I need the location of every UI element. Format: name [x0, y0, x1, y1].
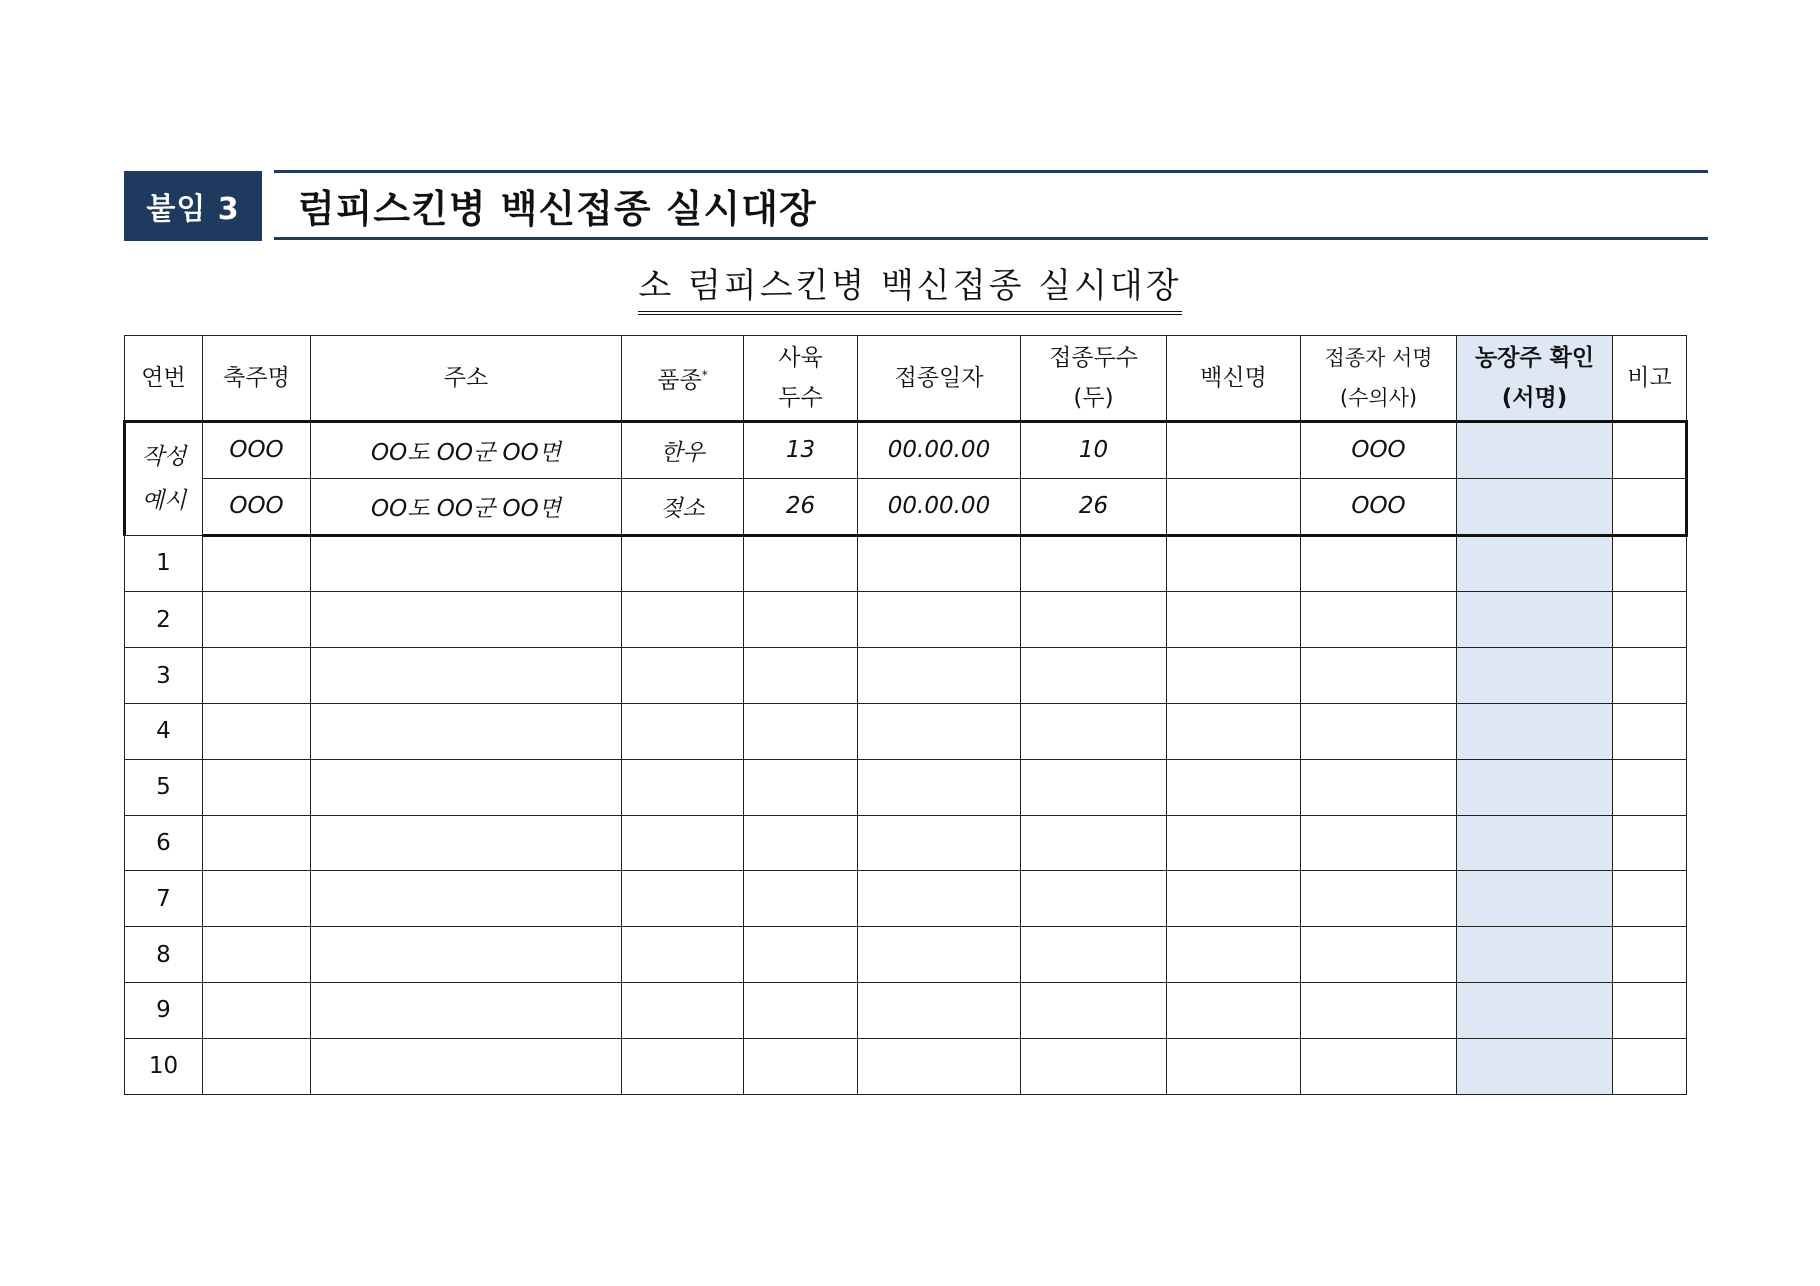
confirm-cell[interactable] — [1457, 592, 1613, 648]
raising-label-2: 두수 — [778, 385, 823, 411]
col-header-breed — [622, 336, 744, 422]
owner-cell[interactable] — [203, 815, 311, 871]
col-header-vaccinator — [1301, 336, 1457, 422]
remarks-cell[interactable] — [1613, 927, 1687, 983]
vaccine-cell[interactable] — [1167, 759, 1301, 815]
example-vaccine — [1167, 422, 1301, 479]
table-row — [125, 648, 1687, 704]
example-vaccinator: OOO — [1301, 422, 1457, 479]
raising-cell[interactable] — [744, 592, 858, 648]
vaccinator-cell[interactable] — [1301, 871, 1457, 927]
breed-cell[interactable] — [622, 759, 744, 815]
breed-cell[interactable] — [622, 648, 744, 704]
vaccinator-cell[interactable] — [1301, 982, 1457, 1038]
vaccine-cell[interactable] — [1167, 592, 1301, 648]
page-title: 럼피스킨병 백신접종 실시대장 — [298, 186, 817, 231]
row-number: 1 — [125, 535, 203, 592]
vacc-count-cell[interactable] — [1021, 1038, 1167, 1094]
vacc-count-label-1: 접종두수 — [1049, 345, 1138, 371]
example-owner: OOO — [203, 478, 311, 535]
row-number: 2 — [125, 592, 203, 648]
date-cell[interactable] — [858, 535, 1021, 592]
document-title — [0, 258, 1820, 315]
vaccination-register-table — [123, 335, 1688, 1095]
table-row — [125, 815, 1687, 871]
remarks-cell[interactable] — [1613, 703, 1687, 759]
owner-cell[interactable] — [203, 535, 311, 592]
header-row — [125, 336, 1687, 422]
vacc-count-cell[interactable] — [1021, 927, 1167, 983]
col-header-remarks: 비고 — [1613, 336, 1687, 422]
example-owner: OOO — [203, 422, 311, 479]
remarks-cell[interactable] — [1613, 648, 1687, 704]
vacc-count-cell[interactable] — [1021, 592, 1167, 648]
raising-cell[interactable] — [744, 759, 858, 815]
example-remarks — [1613, 422, 1687, 479]
date-cell[interactable] — [858, 1038, 1021, 1094]
col-header-raising — [744, 336, 858, 422]
raising-cell[interactable] — [744, 982, 858, 1038]
breed-cell[interactable] — [622, 592, 744, 648]
vaccinator-cell[interactable] — [1301, 759, 1457, 815]
vacc-count-cell[interactable] — [1021, 703, 1167, 759]
vaccine-cell[interactable] — [1167, 535, 1301, 592]
vaccinator-label-1: 접종자 서명 — [1324, 346, 1433, 370]
vacc-count-cell[interactable] — [1021, 535, 1167, 592]
breed-label: 품종 — [657, 367, 702, 394]
vaccinator-label-2: (수의사) — [1339, 386, 1418, 410]
date-cell[interactable] — [858, 815, 1021, 871]
raising-cell[interactable] — [744, 1038, 858, 1094]
table-row — [125, 535, 1687, 592]
date-cell[interactable] — [858, 759, 1021, 815]
row-number: 4 — [125, 703, 203, 759]
confirm-cell[interactable] — [1457, 759, 1613, 815]
vacc-count-cell[interactable] — [1021, 815, 1167, 871]
vaccine-cell[interactable] — [1167, 648, 1301, 704]
example-vacc-count: 26 — [1021, 478, 1167, 535]
table-row — [125, 1038, 1687, 1094]
date-cell[interactable] — [858, 927, 1021, 983]
remarks-cell[interactable] — [1613, 592, 1687, 648]
example-label — [125, 422, 203, 536]
table-row — [125, 592, 1687, 648]
breed-cell[interactable] — [622, 871, 744, 927]
example-row — [125, 478, 1687, 535]
raising-cell[interactable] — [744, 648, 858, 704]
address-cell[interactable] — [311, 648, 622, 704]
address-cell[interactable] — [311, 871, 622, 927]
remarks-cell[interactable] — [1613, 815, 1687, 871]
owner-cell[interactable] — [203, 592, 311, 648]
col-header-confirm — [1457, 336, 1613, 422]
example-vacc-count: 10 — [1021, 422, 1167, 479]
confirm-label-2: (서명) — [1501, 385, 1568, 411]
address-cell[interactable] — [311, 703, 622, 759]
owner-cell[interactable] — [203, 648, 311, 704]
attachment-badge: 붙임 3 — [124, 171, 262, 241]
address-cell[interactable] — [311, 982, 622, 1038]
vaccine-cell[interactable] — [1167, 982, 1301, 1038]
example-confirm — [1457, 478, 1613, 535]
vaccine-cell[interactable] — [1167, 815, 1301, 871]
example-address: OO도 OO군 OO면 — [311, 422, 622, 479]
confirm-cell[interactable] — [1457, 703, 1613, 759]
owner-cell[interactable] — [203, 982, 311, 1038]
vaccine-cell[interactable] — [1167, 927, 1301, 983]
row-number: 8 — [125, 927, 203, 983]
example-breed: 젖소 — [622, 478, 744, 535]
confirm-label-1: 농장주 확인 — [1474, 345, 1595, 371]
raising-cell[interactable] — [744, 927, 858, 983]
vaccine-cell[interactable] — [1167, 871, 1301, 927]
owner-cell[interactable] — [203, 1038, 311, 1094]
header-rule-top — [274, 170, 1708, 173]
remarks-cell[interactable] — [1613, 982, 1687, 1038]
example-address: OO도 OO군 OO면 — [311, 478, 622, 535]
breed-cell[interactable] — [622, 535, 744, 592]
vaccinator-cell[interactable] — [1301, 648, 1457, 704]
vaccine-cell[interactable] — [1167, 703, 1301, 759]
vaccinator-cell[interactable] — [1301, 535, 1457, 592]
remarks-cell[interactable] — [1613, 1038, 1687, 1094]
address-cell[interactable] — [311, 592, 622, 648]
address-cell[interactable] — [311, 927, 622, 983]
confirm-cell[interactable] — [1457, 648, 1613, 704]
address-cell[interactable] — [311, 1038, 622, 1094]
row-number: 7 — [125, 871, 203, 927]
confirm-cell[interactable] — [1457, 871, 1613, 927]
col-header-owner: 축주명 — [203, 336, 311, 422]
date-cell[interactable] — [858, 982, 1021, 1038]
example-date: 00.00.00 — [858, 478, 1021, 535]
confirm-cell[interactable] — [1457, 927, 1613, 983]
vaccine-cell[interactable] — [1167, 1038, 1301, 1094]
owner-cell[interactable] — [203, 703, 311, 759]
vacc-count-cell[interactable] — [1021, 871, 1167, 927]
example-breed: 한우 — [622, 422, 744, 479]
example-vaccine — [1167, 478, 1301, 535]
confirm-cell[interactable] — [1457, 535, 1613, 592]
vaccinator-cell[interactable] — [1301, 1038, 1457, 1094]
col-header-vaccine: 백신명 — [1167, 336, 1301, 422]
table-row — [125, 703, 1687, 759]
confirm-cell[interactable] — [1457, 1038, 1613, 1094]
raising-cell[interactable] — [744, 535, 858, 592]
example-remarks — [1613, 478, 1687, 535]
address-cell[interactable] — [311, 535, 622, 592]
example-row — [125, 422, 1687, 479]
vacc-count-label-2: (두) — [1073, 385, 1114, 411]
vacc-count-cell[interactable] — [1021, 759, 1167, 815]
example-label-1: 작성 — [141, 443, 187, 470]
raising-cell[interactable] — [744, 815, 858, 871]
breed-cell[interactable] — [622, 1038, 744, 1094]
row-number: 6 — [125, 815, 203, 871]
col-header-address: 주소 — [311, 336, 622, 422]
owner-cell[interactable] — [203, 927, 311, 983]
vaccinator-cell[interactable] — [1301, 703, 1457, 759]
example-confirm — [1457, 422, 1613, 479]
vaccinator-cell[interactable] — [1301, 592, 1457, 648]
date-cell[interactable] — [858, 871, 1021, 927]
vacc-count-cell[interactable] — [1021, 648, 1167, 704]
table-row — [125, 927, 1687, 983]
example-raising: 13 — [744, 422, 858, 479]
date-cell[interactable] — [858, 648, 1021, 704]
col-header-no: 연번 — [125, 336, 203, 422]
confirm-cell[interactable] — [1457, 815, 1613, 871]
vacc-count-cell[interactable] — [1021, 982, 1167, 1038]
breed-cell[interactable] — [622, 982, 744, 1038]
raising-cell[interactable] — [744, 703, 858, 759]
date-cell[interactable] — [858, 703, 1021, 759]
address-cell[interactable] — [311, 815, 622, 871]
row-number: 5 — [125, 759, 203, 815]
owner-cell[interactable] — [203, 871, 311, 927]
table-row — [125, 982, 1687, 1038]
raising-label-1: 사육 — [778, 345, 823, 371]
raising-cell[interactable] — [744, 871, 858, 927]
row-number: 9 — [125, 982, 203, 1038]
breed-cell[interactable] — [622, 815, 744, 871]
table-row — [125, 871, 1687, 927]
breed-cell[interactable] — [622, 703, 744, 759]
vaccinator-cell[interactable] — [1301, 927, 1457, 983]
address-cell[interactable] — [311, 759, 622, 815]
vaccinator-cell[interactable] — [1301, 815, 1457, 871]
breed-cell[interactable] — [622, 927, 744, 983]
col-header-vacc-count — [1021, 336, 1167, 422]
confirm-cell[interactable] — [1457, 982, 1613, 1038]
row-number: 3 — [125, 648, 203, 704]
example-label-2: 예시 — [141, 487, 187, 514]
col-header-date: 접종일자 — [858, 336, 1021, 422]
header-rule-bottom — [274, 237, 1708, 240]
remarks-cell[interactable] — [1613, 535, 1687, 592]
example-date: 00.00.00 — [858, 422, 1021, 479]
example-vaccinator: OOO — [1301, 478, 1457, 535]
row-number: 10 — [125, 1038, 203, 1094]
remarks-cell[interactable] — [1613, 871, 1687, 927]
date-cell[interactable] — [858, 592, 1021, 648]
owner-cell[interactable] — [203, 759, 311, 815]
example-raising: 26 — [744, 478, 858, 535]
breed-footnote-mark: * — [701, 368, 708, 383]
document-title-text: 소 럼피스킨병 백신접종 실시대장 — [638, 258, 1181, 315]
table-row — [125, 759, 1687, 815]
remarks-cell[interactable] — [1613, 759, 1687, 815]
